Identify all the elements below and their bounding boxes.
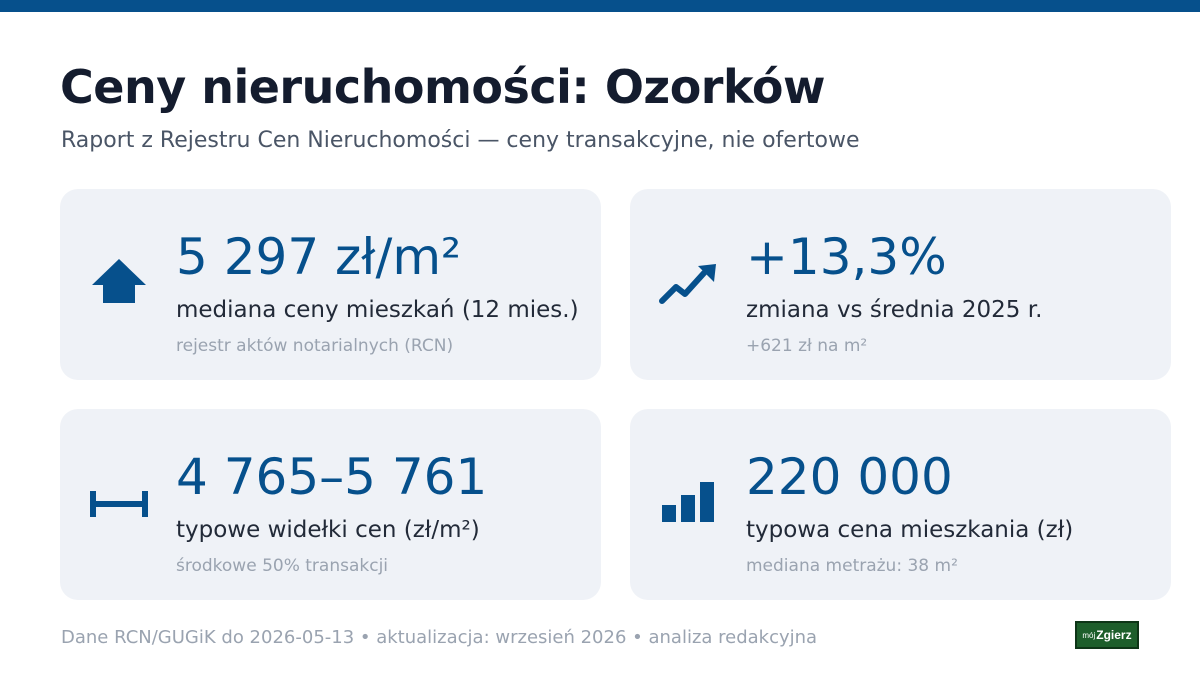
range-icon [88, 471, 150, 533]
stat-note: +621 zł na m² [746, 336, 868, 356]
top-accent-bar [0, 0, 1200, 12]
trend-up-icon [658, 251, 720, 313]
page-subtitle: Raport z Rejestru Cen Nieruchomości — ceny transakcyjne, nie ofertowe [61, 128, 860, 153]
stat-card-price-range [60, 409, 601, 600]
stat-label: typowe widełki cen (zł/m²) [176, 517, 480, 543]
stat-value: 4 765–5 761 [176, 448, 488, 506]
footer-source-note: Dane RCN/GUGiK do 2026-05-13 • aktualizacja: wrzesień 2026 • analiza redakcyjna [61, 627, 818, 648]
stat-card-median-price [60, 189, 601, 380]
stat-label: typowa cena mieszkania (zł) [746, 517, 1074, 543]
logo-main: Zgierz [1096, 628, 1132, 642]
stat-note: rejestr aktów notarialnych (RCN) [176, 336, 454, 356]
stat-value: 5 297 zł/m² [176, 228, 462, 286]
stat-value: +13,3% [746, 228, 947, 286]
logo-prefix: mój [1082, 630, 1096, 640]
stat-card-change [630, 189, 1171, 380]
stat-card-typical-price [630, 409, 1171, 600]
stat-note: środkowe 50% transakcji [176, 556, 389, 576]
bar-chart-icon [658, 471, 720, 533]
page-title: Ceny nieruchomości: Ozorków [60, 60, 825, 114]
stat-label: mediana ceny mieszkań (12 mies.) [176, 297, 579, 323]
brand-logo[interactable] [1075, 621, 1139, 649]
stat-note: mediana metrażu: 38 m² [746, 556, 958, 576]
stat-value: 220 000 [746, 448, 953, 506]
house-icon [88, 251, 150, 313]
stat-label: zmiana vs średnia 2025 r. [746, 297, 1043, 323]
